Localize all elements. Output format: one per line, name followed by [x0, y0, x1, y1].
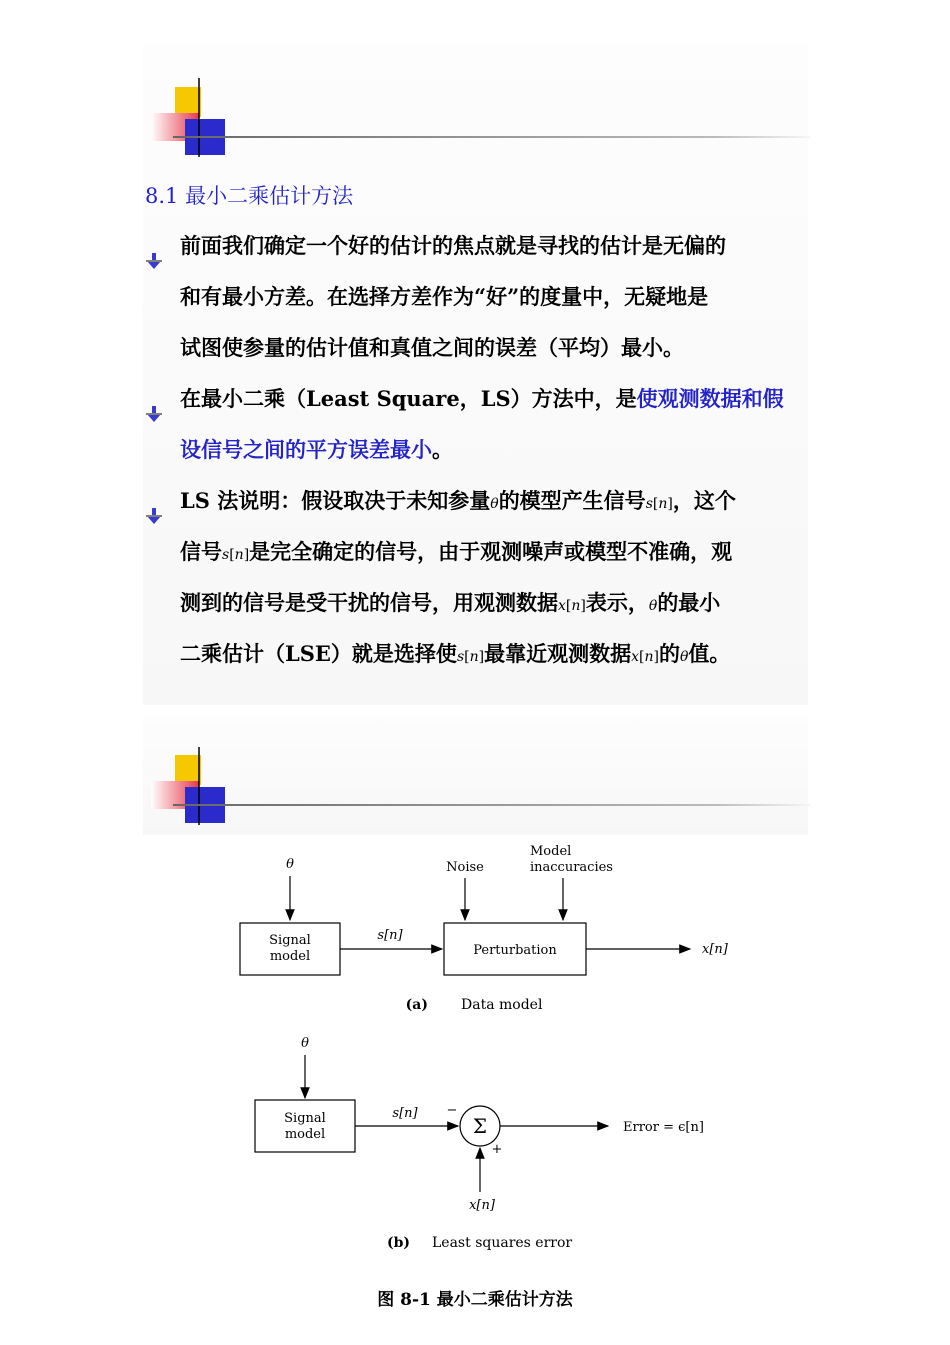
fig-a-noise: Noise	[446, 860, 484, 875]
text-segment: ]	[243, 547, 250, 563]
bullet-line	[145, 322, 810, 373]
fig-b-plus: +	[491, 1142, 503, 1157]
math-symbol: s	[645, 496, 653, 512]
fig-a-perturbation: Perturbation	[473, 943, 557, 958]
bullet-text	[180, 628, 730, 683]
text-segment: 的最小	[657, 590, 721, 615]
slide-decoration-2	[145, 745, 810, 835]
text-segment: 设信号之间的平方误差最小	[180, 437, 432, 462]
text-segment: 。	[432, 437, 453, 462]
bullet-line	[145, 628, 810, 679]
text-segment: 的模型产生信号	[498, 488, 646, 513]
fig-b-label-text: Least squares error	[432, 1235, 573, 1251]
text-segment: 使观测数据和假	[636, 386, 784, 411]
text-segment: 试图使参量的估计值和真值之间的误差（平均）最小。	[180, 335, 684, 360]
figure-caption: 图 8-1 最小二乘估计方法	[377, 1290, 573, 1310]
bullet-list	[145, 220, 810, 679]
fig-b-signal-box	[255, 1100, 355, 1152]
text-segment: [	[229, 547, 235, 563]
bullet-line	[145, 373, 810, 424]
text-segment: [	[652, 496, 659, 512]
math-symbol: θ	[648, 598, 658, 614]
fig-a-xn: x[n]	[702, 942, 728, 957]
text-segment: 和有最小方差。在选择方差作为“好”的度量中，无疑地是	[180, 284, 709, 309]
slide-decoration-1	[145, 75, 810, 165]
figure-8-1	[230, 840, 750, 1260]
text-segment: 值。	[688, 641, 731, 666]
fig-a-sn: s[n]	[377, 928, 403, 943]
text-segment: 二乘估计（LSE）就是选择使	[180, 641, 457, 666]
text-segment: [	[464, 649, 470, 665]
bullet-line	[145, 526, 810, 577]
fig-b-theta: θ	[301, 1036, 309, 1051]
bullet-text	[180, 475, 736, 530]
bullet-arrow-icon	[145, 237, 163, 255]
math-symbol: x	[631, 649, 639, 665]
math-symbol: θ	[490, 496, 499, 512]
bullet-text	[180, 424, 453, 475]
text-segment: ]	[478, 649, 485, 665]
bullet-line	[145, 220, 810, 271]
fig-b-error: Error = ϵ[n]	[623, 1120, 704, 1135]
bullet-text	[180, 220, 726, 271]
fig-b-sn: s[n]	[392, 1106, 418, 1121]
fig-a-model-line2: inaccuracies	[530, 860, 613, 875]
text-segment: 信号	[180, 539, 222, 564]
text-segment: 前面我们确定一个好的估计的焦点就是寻找的估计是无偏的	[180, 233, 726, 258]
bullet-text	[180, 577, 720, 632]
fig-b-signal-line2: model	[284, 1127, 326, 1142]
math-symbol: s	[222, 547, 230, 563]
bullet-line	[145, 475, 810, 526]
text-segment: ]	[580, 598, 586, 614]
fig-b-xn: x[n]	[469, 1198, 495, 1213]
math-symbol: s	[456, 649, 465, 665]
bullet-line	[145, 424, 810, 475]
text-segment: 的	[658, 641, 680, 666]
text-segment: [	[639, 649, 645, 665]
fig-a-model-line1: Model	[530, 844, 572, 859]
bullet-line	[145, 577, 810, 628]
text-segment: [	[565, 598, 572, 614]
fig-a-signal-line2: model	[269, 949, 311, 964]
math-symbol: n	[571, 598, 581, 614]
math-symbol: n	[234, 547, 244, 563]
text-segment: 最靠近观测数据	[484, 641, 632, 666]
text-segment: 表示，	[585, 590, 649, 615]
math-symbol: n	[644, 649, 654, 665]
fig-a-theta: θ	[286, 857, 294, 872]
fig-b-minus: −	[446, 1103, 458, 1118]
bullet-line	[145, 271, 810, 322]
fig-a-signal-line1: Signal	[269, 933, 311, 948]
bullet-text	[180, 373, 784, 424]
fig-a-label-text: Data model	[461, 997, 543, 1013]
text-segment: 在最小二乘（Least Square，LS）方法中，是	[180, 386, 637, 411]
math-symbol: x	[558, 598, 566, 614]
bullet-arrow-icon	[145, 492, 163, 510]
fig-b-label-letter: (b)	[386, 1235, 410, 1251]
text-segment: 是完全确定的信号，由于观测噪声或模型不准确，观	[249, 539, 733, 564]
section-heading: 8.1 最小二乘估计方法	[145, 184, 354, 208]
math-symbol: θ	[679, 649, 689, 665]
text-segment: ，这个	[672, 488, 736, 513]
fig-a-label-letter: (a)	[405, 997, 428, 1013]
math-symbol: n	[469, 649, 479, 665]
text-segment: ]	[653, 649, 659, 665]
math-symbol: n	[658, 496, 668, 512]
text-segment: LS 法说明：假设取决于未知参量	[180, 488, 491, 513]
fig-b-sigma: Σ	[472, 1114, 488, 1138]
bullet-text	[180, 271, 708, 322]
bullet-text	[180, 322, 684, 373]
text-segment: ]	[667, 496, 673, 512]
text-segment: 测到的信号是受干扰的信号，用观测数据	[180, 590, 558, 615]
fig-b-signal-line1: Signal	[284, 1111, 326, 1126]
bullet-arrow-icon	[145, 390, 163, 408]
bullet-text	[180, 526, 732, 581]
